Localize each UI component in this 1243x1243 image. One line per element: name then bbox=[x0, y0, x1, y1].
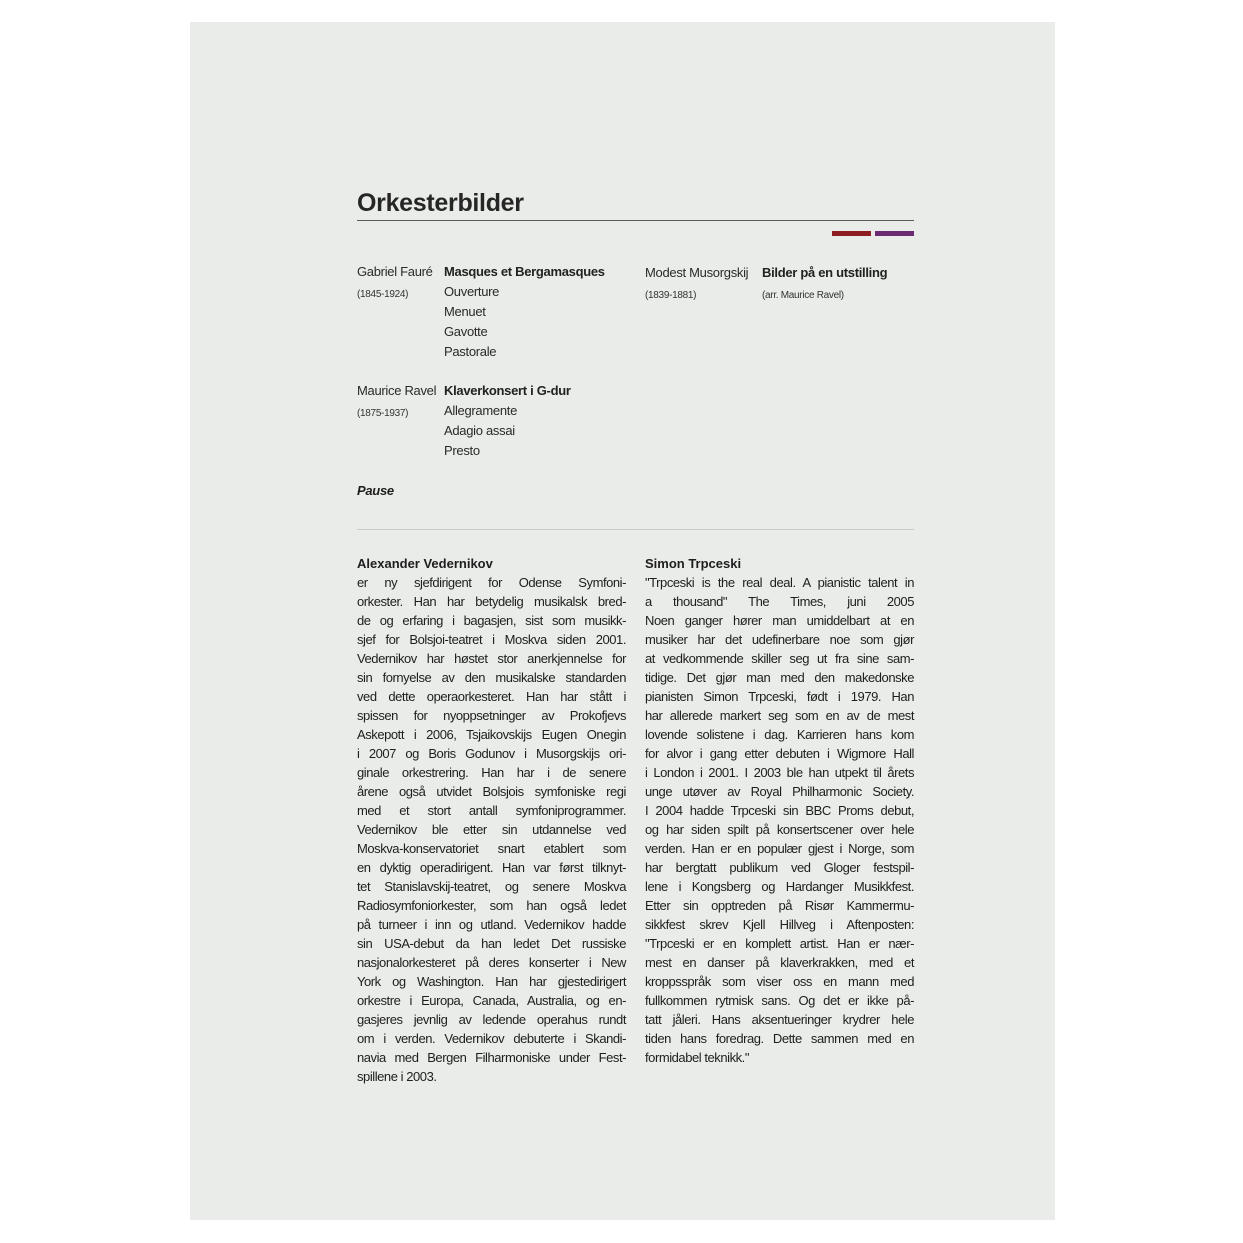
bio-text-line: orkester. Han har betydelig musikalsk bred- bbox=[357, 594, 626, 609]
bio-name: Simon Trpceski bbox=[645, 556, 742, 571]
bio-text-line: York og Washington. Han har gjestedirigert bbox=[357, 974, 626, 989]
bio-text-line: kroppsspråk som viser oss en mann med bbox=[645, 974, 914, 989]
pause-label: Pause bbox=[357, 483, 394, 498]
bio-trpceski bbox=[645, 554, 914, 1067]
bio-text-line: og har siden spilt på konsertscener over hele bbox=[645, 822, 914, 837]
movement: Adagio assai bbox=[444, 423, 515, 438]
bio-text-line: pianisten Simon Trpceski, født i 1979. Han bbox=[645, 689, 914, 704]
bio-name: Alexander Vedernikov bbox=[357, 556, 493, 571]
bio-text-line: Radiosymfoniorkester, som han også ledet bbox=[357, 898, 626, 913]
bio-text-line: a thousand" The Times, juni 2005 bbox=[645, 594, 914, 609]
section-divider bbox=[357, 529, 914, 530]
bio-text-line: sikkfest skrev Kjell Hillveg i Aftenposten: bbox=[645, 917, 914, 932]
bio-text-line: Etter sin opptreden på Risør Kammermu- bbox=[645, 898, 914, 913]
bio-text-line: nasjonalorkesteret på deres konserter i New bbox=[357, 955, 626, 970]
bio-text-line: på turneer i inn og utland. Vedernikov hadde bbox=[357, 917, 626, 932]
work-masques-et-bergamasques: Masques et Bergamasques bbox=[444, 264, 605, 279]
bio-text-line: formidabel teknikk." bbox=[645, 1050, 749, 1065]
work-klaverkonsert: Klaverkonsert i G-dur bbox=[444, 383, 571, 398]
bio-text-line: "Trpceski er en komplett artist. Han er nær- bbox=[645, 936, 914, 951]
bio-text-line: Moskva-konservatoriet snart etablert som bbox=[357, 841, 626, 856]
composer-musorgskij-years: (1839-1881) bbox=[645, 290, 697, 301]
bio-text-line: ved dette operaorkesteret. Han har stått i bbox=[357, 689, 626, 704]
bio-text-line: med et stort antall symfoniprogrammer. bbox=[357, 803, 626, 818]
bio-text-line: de og erfaring i bagasjen, sist som musikk- bbox=[357, 613, 626, 628]
movement: Presto bbox=[444, 443, 480, 458]
bio-text-line: gasjeres jevnlig av ledende operahus rundt bbox=[357, 1012, 626, 1027]
composer-faure: Gabriel Fauré bbox=[357, 264, 433, 279]
movement: Gavotte bbox=[444, 324, 488, 339]
movement: Pastorale bbox=[444, 344, 497, 359]
bio-text-line: verden. Han er en populær gjest i Norge, som bbox=[645, 841, 914, 856]
composer-ravel-years: (1875-1937) bbox=[357, 408, 409, 419]
bio-text-line: har allerede markert seg som en av de mest bbox=[645, 708, 914, 723]
title-divider bbox=[357, 220, 914, 221]
bio-text-line: at vedkommende skiller seg ut fra sine sam- bbox=[645, 651, 914, 666]
movement: Menuet bbox=[444, 304, 486, 319]
bio-text-line: unge utøver av Royal Philharmonic Society. bbox=[645, 784, 914, 799]
bio-text-line: Askepott i 2006, Tsjaikovskijs Eugen Onegin bbox=[357, 727, 626, 742]
bio-text-line: en dyktig operadirigent. Han var først tilknyt- bbox=[357, 860, 626, 875]
bio-text-line: er ny sjefdirigent for Odense Symfoni- bbox=[357, 575, 626, 590]
arrangement-note: (arr. Maurice Ravel) bbox=[762, 290, 844, 301]
bio-text-line: musiker har det udefinerbare noe som gjør bbox=[645, 632, 914, 647]
bio-text-line: navia med Bergen Filharmoniske under Fest- bbox=[357, 1050, 626, 1065]
bio-text-line: lovende solistene i dag. Karrieren hans kom bbox=[645, 727, 914, 742]
bio-text-line: ginale orkestrering. Han har i de senere bbox=[357, 765, 626, 780]
bio-text-line: I 2004 hadde Trpceski sin BBC Proms debut, bbox=[645, 803, 914, 818]
composer-ravel: Maurice Ravel bbox=[357, 383, 437, 398]
movement: Allegramente bbox=[444, 403, 517, 418]
bio-text-line: tet Stanislavskij-teatret, og senere Moskva bbox=[357, 879, 626, 894]
bio-text-line: tatt jåleri. Hans aksentueringer krydrer hele bbox=[645, 1012, 914, 1027]
bio-text-line: sjef for Bolsjoi-teatret i Moskva siden 2001. bbox=[357, 632, 626, 647]
bio-text-line: i 2007 og Boris Godunov i Musorgskijs ori- bbox=[357, 746, 626, 761]
bio-body bbox=[645, 573, 914, 1067]
bio-text-line: orkestre i Europa, Canada, Australia, og en- bbox=[357, 993, 626, 1008]
bio-text-line: har bergtatt publikum ved Gloger festspil- bbox=[645, 860, 914, 875]
bio-text-line: spissen for nyoppsetninger av Prokofjevs bbox=[357, 708, 626, 723]
bio-text-line: om i verden. Vedernikov debuterte i Skandi- bbox=[357, 1031, 626, 1046]
accent-bar-red bbox=[832, 231, 871, 236]
bio-vedernikov bbox=[357, 554, 626, 1086]
bio-text-line: for alvor i gang etter debuten i Wigmore Hall bbox=[645, 746, 914, 761]
bio-text-line: tidige. Det gjør man med den makedonske bbox=[645, 670, 914, 685]
bio-text-line: Noen ganger hører man umiddelbart at en bbox=[645, 613, 914, 628]
bio-text-line: lene i Kongsberg og Hardanger Musikkfest. bbox=[645, 879, 914, 894]
composer-musorgskij: Modest Musorgskij bbox=[645, 265, 749, 280]
composer-faure-years: (1845-1924) bbox=[357, 289, 409, 300]
movement: Ouverture bbox=[444, 284, 500, 299]
accent-bar-purple bbox=[875, 231, 914, 236]
bio-text-line: i London i 2001. I 2003 ble han utpekt til årets bbox=[645, 765, 914, 780]
bio-text-line: "Trpceski is the real deal. A pianistic talent in bbox=[645, 575, 914, 590]
bio-text-line: Vedernikov har høstet stor anerkjennelse for bbox=[357, 651, 626, 666]
page-title: Orkesterbilder bbox=[357, 189, 524, 217]
bio-text-line: årene også utvidet Bolsjois symfoniske regi bbox=[357, 784, 626, 799]
bio-text-line: fullkommen rytmisk sans. Og det er ikke på- bbox=[645, 993, 914, 1008]
bio-text-line: mest en danser på klaverkrakken, med et bbox=[645, 955, 914, 970]
bio-body bbox=[357, 573, 626, 1086]
bio-text-line: spillene i 2003. bbox=[357, 1069, 437, 1084]
work-bilder-pa-en-utstilling: Bilder på en utstilling bbox=[762, 265, 888, 280]
bio-text-line: Vedernikov ble etter sin utdannelse ved bbox=[357, 822, 626, 837]
bio-text-line: tiden hans foredrag. Dette sammen med en bbox=[645, 1031, 914, 1046]
bio-text-line: sin USA-debut da han ledet Det russiske bbox=[357, 936, 626, 951]
bio-text-line: sin fornyelse av den musikalske standarden bbox=[357, 670, 626, 685]
